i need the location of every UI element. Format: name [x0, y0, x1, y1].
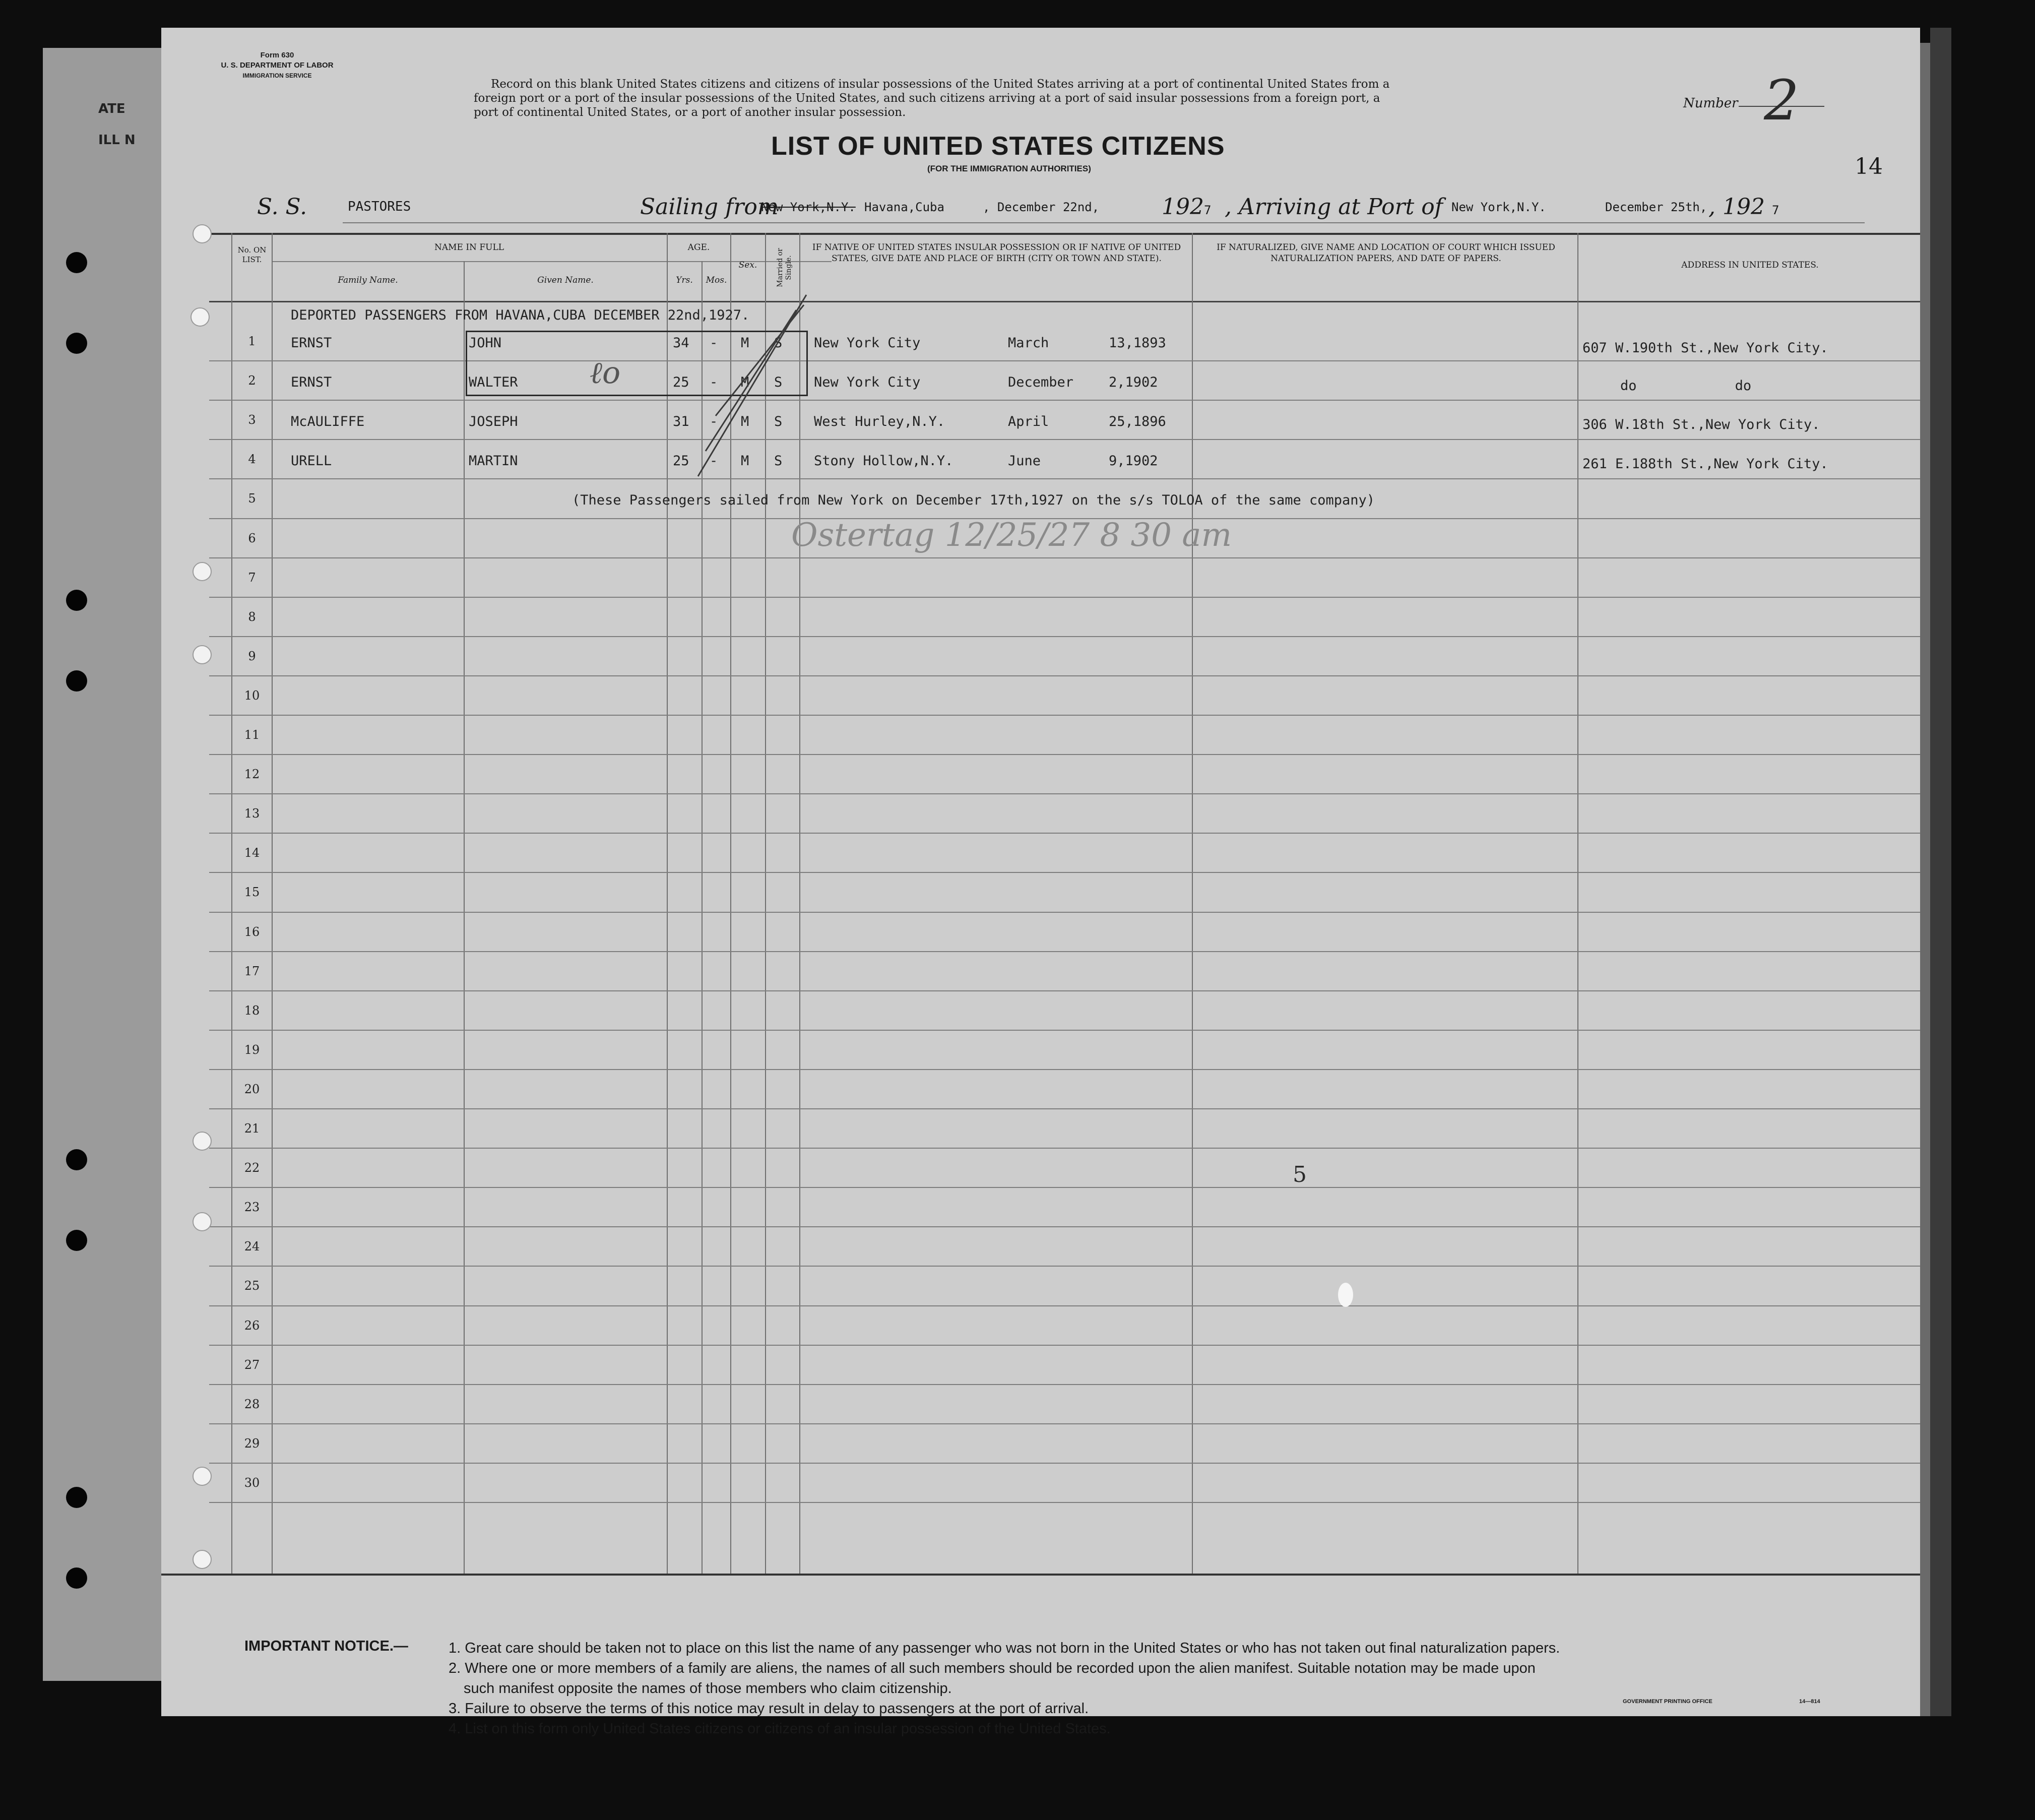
row-rule: [209, 1108, 1920, 1109]
row-number: 17: [244, 964, 260, 978]
birth-month: March: [1008, 335, 1049, 351]
col-divider: [464, 261, 465, 1574]
row-rule: [209, 754, 1920, 755]
age-years: 34: [673, 335, 689, 351]
family-name: ERNST: [291, 335, 332, 351]
table-top-border: [209, 233, 1920, 235]
form-id-block: [217, 50, 338, 81]
margin-check-mark: ℓo: [590, 355, 621, 391]
marital-status: S: [774, 414, 783, 429]
address: 306 W.18th St.,New York City.: [1582, 417, 1820, 432]
header-sex: Sex.: [738, 260, 757, 270]
birth-place: New York City: [814, 335, 921, 351]
arriving-port: New York,N.Y.: [1451, 200, 1546, 214]
row-number: 21: [244, 1121, 260, 1136]
header-family-name: Family Name.: [338, 275, 398, 285]
marital-status: S: [774, 453, 783, 469]
row-rule: [209, 1384, 1920, 1385]
row-number: 27: [244, 1357, 260, 1372]
number-label: Number: [1683, 96, 1738, 111]
row-rule: [209, 833, 1920, 834]
header-age: AGE.: [687, 242, 710, 253]
row-rule: [209, 872, 1920, 873]
row-rule: [209, 1030, 1920, 1031]
row-number: 23: [244, 1200, 260, 1215]
binder-hole: [66, 1487, 87, 1508]
row-number: 1: [248, 334, 256, 348]
header-bottom-border: [209, 301, 1920, 302]
sailing-year: 1927: [1162, 194, 1212, 220]
given-name: JOSEPH: [469, 414, 518, 429]
marital-status: S: [774, 374, 783, 390]
header-no-on-list: No. ON LIST.: [237, 245, 267, 264]
family-name: McAULIFFE: [291, 414, 365, 429]
birth-date: 9,1902: [1109, 453, 1158, 469]
row-number: 14: [244, 846, 260, 860]
form-number: Form 630: [260, 51, 294, 59]
punch-hole: [193, 1212, 212, 1231]
printer-code: 14—814: [1799, 1699, 1820, 1705]
col-divider: [272, 233, 273, 1574]
table-bottom-border: [161, 1574, 1920, 1576]
page-edge: [1930, 28, 1951, 1716]
row-number: 28: [244, 1397, 260, 1411]
binder-hole: [66, 252, 87, 273]
header-married-single: Married or Single.: [776, 248, 793, 287]
sex: M: [741, 414, 749, 429]
paper-spot: [1338, 1283, 1353, 1307]
arriving-year: , 192 7: [1708, 194, 1779, 220]
birth-date: 25,1896: [1109, 414, 1166, 429]
sailing-from-struck: New York,N.Y.: [761, 200, 856, 214]
row-number: 24: [244, 1239, 260, 1254]
age-years: 31: [673, 414, 689, 429]
underlying-page-text: ATE ILL N: [98, 101, 136, 148]
row-rule: [209, 1148, 1920, 1149]
row-number: 4: [248, 452, 256, 467]
birth-date: 2,1902: [1109, 374, 1158, 390]
header-yrs: Yrs.: [676, 275, 693, 285]
row-number: 26: [244, 1318, 260, 1333]
handwritten-strokes: [695, 290, 811, 481]
row-rule: [209, 478, 1920, 479]
row-number: 3: [248, 413, 256, 427]
age-years: 25: [673, 374, 689, 390]
row-number: 13: [244, 806, 260, 821]
row-number: 2: [248, 373, 256, 388]
row-rule: [209, 1069, 1920, 1070]
birth-place: West Hurley,N.Y.: [814, 414, 945, 429]
birth-place: New York City: [814, 374, 921, 390]
sex: M: [741, 453, 749, 469]
row-number: 30: [244, 1475, 260, 1490]
row-number: 6: [248, 531, 256, 545]
binder-hole: [66, 333, 87, 354]
row-number: 16: [244, 924, 260, 939]
age-months: -: [710, 335, 718, 351]
age-months: -: [710, 414, 718, 429]
col-divider: [231, 233, 232, 1574]
row-rule: [209, 1305, 1920, 1306]
row-rule: [209, 557, 1920, 558]
inspection-note: Ostertag 12/25/27 8 30 am: [791, 517, 1232, 554]
row5-note: (These Passengers sailed from New York on December 17th,1927 on the s/s TOLOA of the same company): [572, 492, 1375, 508]
col-divider: [1192, 233, 1193, 1574]
notice-items: 1. Great care should be taken not to place on this list the name of any passenger who was not born in the United States or who has not taken out final naturalization papers. 2. Where one or more members of a family are aliens, the names of all such members should be recorded upon the alien manifest. Suitable notation may be made upon such manifest opposite the names of those members who claim citizenship. 3. Failure to observe the terms of this notice may result in delay to passengers at the port of arrival. 4. List on this form only United States citizens or citizens of an insular possession of the United States.: [449, 1640, 1560, 1737]
sailing-from-label: Sailing from: [640, 194, 779, 220]
punch-hole: [193, 1132, 212, 1151]
row-rule: [209, 1423, 1920, 1424]
row-rule: [209, 636, 1920, 637]
row-number: 20: [244, 1082, 260, 1096]
birth-month: April: [1008, 414, 1049, 429]
page-title: LIST OF UNITED STATES CITIZENS: [771, 132, 1225, 161]
service-name: IMMIGRATION SERVICE: [242, 72, 312, 79]
row-rule: [209, 990, 1920, 991]
sailing-from-port: Havana,Cuba: [864, 200, 944, 214]
row-rule: [209, 951, 1920, 952]
punch-hole: [193, 224, 212, 243]
page-subtitle: (FOR THE IMMIGRATION AUTHORITIES): [927, 164, 1091, 173]
sailing-date: , December 22nd,: [983, 200, 1100, 214]
section-note: DEPORTED PASSENGERS FROM HAVANA,CUBA DECEMBER 22nd,1927.: [291, 307, 750, 323]
arriving-label: , Arriving at Port of: [1225, 194, 1443, 220]
age-months: -: [710, 453, 718, 469]
col-divider: [667, 233, 668, 1574]
family-name: URELL: [291, 453, 332, 469]
binder-hole: [66, 1230, 87, 1251]
row-rule: [209, 1463, 1920, 1464]
row-number: 12: [244, 767, 260, 782]
header-birth: IF NATIVE OF UNITED STATES INSULAR POSSESSION OR IF NATIVE OF UNITED STATES, GIVE DATE AND PLACE OF BIRTH (CITY OR TOWN AND STATE).: [812, 242, 1181, 264]
marital-status: S: [774, 335, 783, 351]
row-number: 22: [244, 1161, 260, 1175]
sex: M: [741, 374, 749, 390]
row-rule: [209, 793, 1920, 794]
row-rule: [209, 1345, 1920, 1346]
address: 607 W.190th St.,New York City.: [1582, 340, 1828, 356]
row-number: 25: [244, 1279, 260, 1293]
punch-hole: [193, 1550, 212, 1569]
row-number: 11: [244, 728, 260, 742]
voyage-underline: [343, 222, 1865, 223]
row-rule: [209, 1187, 1920, 1188]
row-rule: [209, 675, 1920, 676]
age-months: -: [710, 374, 718, 390]
row-number: 10: [244, 688, 260, 703]
row-number: 7: [248, 570, 256, 585]
ship-name: PASTORES: [348, 199, 411, 214]
row-rule: [209, 912, 1920, 913]
family-name: ERNST: [291, 374, 332, 390]
row-number: 19: [244, 1042, 260, 1057]
punch-hole: [190, 307, 210, 327]
sex: M: [741, 335, 749, 351]
row-rule: [209, 1502, 1920, 1503]
arriving-date: December 25th,: [1605, 200, 1707, 214]
birth-place: Stony Hollow,N.Y.: [814, 453, 953, 469]
department-name: U. S. DEPARTMENT OF LABOR: [221, 61, 334, 70]
punch-hole: [193, 645, 212, 664]
instructions: Record on this blank United States citizens and citizens of insular possessions of the United States arriving at a port of continental United States from a foreign port or a port of the insular possessions of the United States, and such citizens arriving at a port of said insular possessions from a foreign port, a port of continental United States, or a port of another insular possession.: [474, 78, 1390, 119]
header-given-name: Given Name.: [537, 275, 594, 285]
row-number: 8: [248, 609, 256, 624]
underlying-page: [43, 48, 179, 1681]
row-rule: [209, 1266, 1920, 1267]
row-rule: [209, 400, 1920, 401]
row-number: 29: [244, 1436, 260, 1451]
address: do do: [1620, 378, 1752, 394]
col-divider: [1577, 233, 1578, 1574]
binder-hole: [66, 1149, 87, 1170]
notice-label: IMPORTANT NOTICE.—: [244, 1638, 408, 1654]
row-number: 18: [244, 1003, 260, 1018]
birth-date: 13,1893: [1109, 335, 1166, 351]
printer-imprint: GOVERNMENT PRINTING OFFICE: [1623, 1699, 1712, 1705]
number-handwritten: 2: [1764, 68, 1799, 133]
birth-month: December: [1008, 374, 1074, 390]
row-rule: [209, 1226, 1920, 1227]
row-rule: [209, 597, 1920, 598]
header-naturalized: IF NATURALIZED, GIVE NAME AND LOCATION OF COURT WHICH ISSUED NATURALIZATION PAPERS, AND DATE OF PAPERS.: [1217, 242, 1555, 264]
binder-hole: [66, 670, 87, 692]
margin-numeral: 5: [1293, 1162, 1307, 1187]
given-name: WALTER: [469, 374, 518, 390]
row-number: 5: [248, 491, 256, 506]
punch-hole: [193, 562, 212, 581]
given-name: MARTIN: [469, 453, 518, 469]
binder-hole: [66, 1567, 87, 1589]
address: 261 E.188th St.,New York City.: [1582, 456, 1828, 472]
row-number: 15: [244, 885, 260, 900]
given-name: JOHN: [469, 335, 502, 351]
page-number: 14: [1855, 154, 1883, 179]
manifest-sheet: [161, 28, 1920, 1737]
row-rule: [209, 715, 1920, 716]
binder-hole: [66, 590, 87, 611]
header-mos: Mos.: [706, 275, 727, 285]
punch-hole: [193, 1467, 212, 1486]
row-number: 9: [248, 649, 256, 663]
birth-month: June: [1008, 453, 1041, 469]
row-rule: [209, 439, 1920, 440]
header-name-in-full: NAME IN FULL: [434, 242, 504, 253]
age-years: 25: [673, 453, 689, 469]
ss-label: S. S.: [257, 194, 307, 220]
header-address: ADDRESS IN UNITED STATES.: [1681, 260, 1819, 270]
